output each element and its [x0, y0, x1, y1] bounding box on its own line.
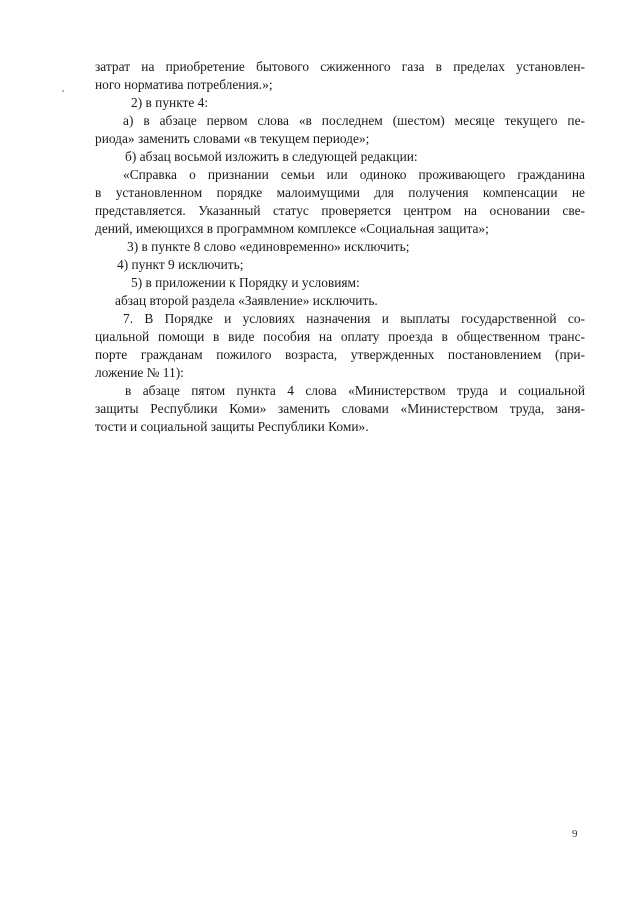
text-line: 4) пункт 9 исключить;: [117, 257, 244, 272]
body-text: [95, 58, 585, 436]
text-line: дений, имеющихся в программном комплексе «Социальная защита»;: [95, 221, 489, 236]
scan-speck: [62, 90, 64, 92]
text-line: 3) в пункте 8 слово «единовременно» исключить;: [127, 239, 410, 254]
text-line: абзац второй раздела «Заявление» исключить.: [115, 293, 378, 308]
text-line: «Справка о признании семьи или одиноко проживающего гражданина: [123, 167, 585, 182]
text-line: ного норматива потребления.»;: [95, 77, 273, 92]
text-line: представляется. Указанный статус проверяется центром на основании све-: [95, 203, 585, 218]
text-line: затрат на приобретение бытового сжиженного газа в пределах установлен-: [95, 59, 585, 74]
text-line: циальной помощи в виде пособия на оплату проезда в общественном транс-: [95, 329, 585, 344]
text-line: а) в абзаце первом слова «в последнем (шестом) месяце текущего пе-: [123, 113, 585, 128]
text-line: тости и социальной защиты Республики Коми».: [95, 419, 369, 434]
text-line: 5) в приложении к Порядку и условиям:: [131, 275, 360, 290]
text-line: порте гражданам пожилого возраста, утвержденных постановлением (при-: [95, 347, 585, 362]
text-line: б) абзац восьмой изложить в следующей редакции:: [125, 149, 418, 164]
text-line: 2) в пункте 4:: [131, 95, 209, 110]
text-line: 7. В Порядке и условиях назначения и выплаты государственной со-: [123, 311, 585, 326]
text-line: ложение № 11):: [95, 365, 184, 380]
text-line: в установленном порядке малоимущими для получения компенсации не: [95, 185, 585, 200]
text-line: в абзаце пятом пункта 4 слова «Министерством труда и социальной: [125, 383, 585, 398]
text-line: защиты Республики Коми» заменить словами «Министерством труда, заня-: [95, 401, 585, 416]
page-number: 9: [572, 828, 578, 840]
text-line: риода» заменить словами «в текущем периоде»;: [95, 131, 370, 146]
